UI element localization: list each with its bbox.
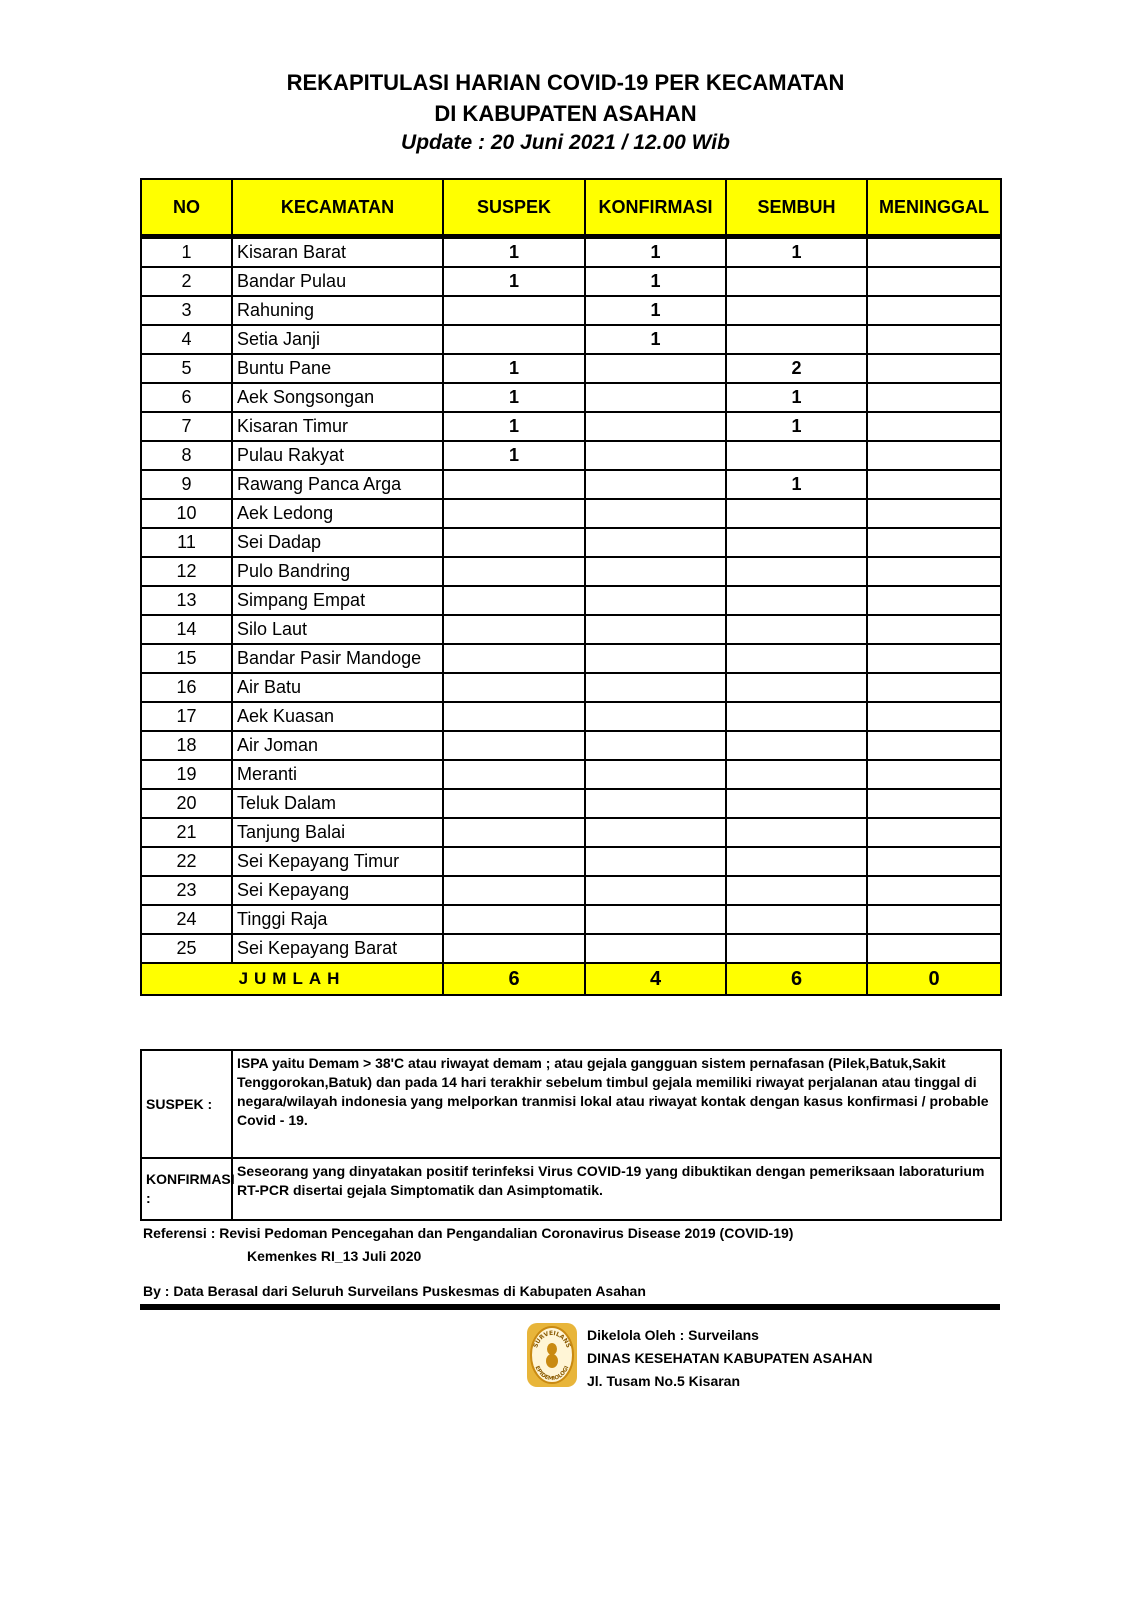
- reference-line1: Referensi : Revisi Pedoman Pencegahan dan Pengandalian Coronavirus Disease 2019 (COVID-19): [143, 1225, 794, 1241]
- cell-konfirmasi: [585, 876, 726, 905]
- table-row: [141, 934, 1001, 963]
- cell-suspek: [443, 325, 585, 354]
- cell-sembuh: [726, 847, 867, 876]
- page-title-line1: REKAPITULASI HARIAN COVID-19 PER KECAMATAN: [286, 70, 845, 95]
- cell-meninggal: [867, 731, 1001, 760]
- cell-no: 7: [141, 412, 232, 441]
- cell-sembuh: 1: [726, 470, 867, 499]
- table-row: [141, 325, 1001, 354]
- cell-kecamatan: Sei Kepayang: [232, 876, 443, 905]
- cell-meninggal: [867, 296, 1001, 325]
- definition-row-suspek: [141, 1050, 1001, 1158]
- cell-meninggal: [867, 934, 1001, 963]
- cell-sembuh: [726, 789, 867, 818]
- svg-text:SURVEILANS: SURVEILANS: [532, 1329, 572, 1349]
- cell-sembuh: [726, 934, 867, 963]
- table-row: [141, 441, 1001, 470]
- cell-no: 17: [141, 702, 232, 731]
- col-header-suspek: SUSPEK: [443, 179, 585, 237]
- cell-konfirmasi: [585, 905, 726, 934]
- cell-meninggal: [867, 354, 1001, 383]
- cell-no: 20: [141, 789, 232, 818]
- cell-meninggal: [867, 818, 1001, 847]
- table-row: [141, 237, 1001, 268]
- cell-sembuh: 1: [726, 237, 867, 268]
- table-row: [141, 296, 1001, 325]
- cell-meninggal: [867, 760, 1001, 789]
- definition-label-konfirmasi: KONFIRMASI :: [141, 1158, 232, 1220]
- cell-meninggal: [867, 615, 1001, 644]
- table-row: [141, 702, 1001, 731]
- cell-suspek: 1: [443, 267, 585, 296]
- cell-no: 24: [141, 905, 232, 934]
- cell-no: 12: [141, 557, 232, 586]
- cell-kecamatan: Silo Laut: [232, 615, 443, 644]
- cell-konfirmasi: [585, 354, 726, 383]
- cell-no: 15: [141, 644, 232, 673]
- table-row: [141, 673, 1001, 702]
- cell-kecamatan: Aek Kuasan: [232, 702, 443, 731]
- cell-suspek: [443, 905, 585, 934]
- cell-kecamatan: Pulau Rakyat: [232, 441, 443, 470]
- col-header-sembuh: SEMBUH: [726, 179, 867, 237]
- cell-konfirmasi: [585, 470, 726, 499]
- cell-suspek: [443, 731, 585, 760]
- cell-no: 16: [141, 673, 232, 702]
- table-row: [141, 412, 1001, 441]
- cell-sembuh: [726, 296, 867, 325]
- cell-meninggal: [867, 412, 1001, 441]
- cell-sembuh: [726, 615, 867, 644]
- table-row: [141, 499, 1001, 528]
- managed-by-label: Dikelola Oleh : Surveilans: [587, 1327, 759, 1343]
- cell-suspek: [443, 760, 585, 789]
- cell-konfirmasi: [585, 731, 726, 760]
- cell-sembuh: [726, 644, 867, 673]
- cell-sembuh: [726, 499, 867, 528]
- cell-no: 23: [141, 876, 232, 905]
- definition-text-suspek: ISPA yaitu Demam > 38'C atau riwayat demam ; atau gejala gangguan sistem pernafasan (Pilek,Batuk,Sakit Tenggorokan,Batuk) dan pada 14 hari terakhir sebelum timbul gejala memiliki riwayat perjalanan atau tinggal di negara/wilayah indonesia yang melporkan tranmisi lokal atau riwayat kontak dengan kasus konfirmasi / probable Covid - 19.: [232, 1050, 1001, 1158]
- table-row: [141, 789, 1001, 818]
- cell-no: 14: [141, 615, 232, 644]
- cell-kecamatan: Bandar Pasir Mandoge: [232, 644, 443, 673]
- cell-konfirmasi: [585, 383, 726, 412]
- cell-konfirmasi: [585, 847, 726, 876]
- col-header-meninggal: MENINGGAL: [867, 179, 1001, 237]
- cell-kecamatan: Sei Dadap: [232, 528, 443, 557]
- cell-suspek: [443, 296, 585, 325]
- definitions-table: [140, 1049, 1002, 1221]
- cell-meninggal: [867, 267, 1001, 296]
- cell-no: 3: [141, 296, 232, 325]
- cell-kecamatan: Tinggi Raja: [232, 905, 443, 934]
- definition-label-suspek: SUSPEK :: [141, 1050, 232, 1158]
- cell-sembuh: [726, 731, 867, 760]
- cell-sembuh: [726, 905, 867, 934]
- table-row: [141, 876, 1001, 905]
- cell-suspek: [443, 528, 585, 557]
- col-header-kecamatan: KECAMATAN: [232, 179, 443, 237]
- cell-kecamatan: Aek Ledong: [232, 499, 443, 528]
- update-stamp: Update : 20 Juni 2021 / 12.00 Wib: [401, 131, 730, 154]
- table-row: [141, 818, 1001, 847]
- cell-kecamatan: Aek Songsongan: [232, 383, 443, 412]
- cell-kecamatan: Tanjung Balai: [232, 818, 443, 847]
- cell-konfirmasi: [585, 818, 726, 847]
- cell-sembuh: 1: [726, 412, 867, 441]
- cell-konfirmasi: [585, 673, 726, 702]
- cell-konfirmasi: 1: [585, 296, 726, 325]
- cell-kecamatan: Rawang Panca Arga: [232, 470, 443, 499]
- cell-suspek: 1: [443, 354, 585, 383]
- page-title-line2: DI KABUPATEN ASAHAN: [434, 101, 697, 126]
- covid-recap-table: [140, 178, 1002, 996]
- cell-sembuh: [726, 673, 867, 702]
- cell-kecamatan: Rahuning: [232, 296, 443, 325]
- cell-no: 2: [141, 267, 232, 296]
- cell-meninggal: [867, 557, 1001, 586]
- total-sembuh: 6: [726, 963, 867, 995]
- cell-suspek: [443, 470, 585, 499]
- table-row: [141, 760, 1001, 789]
- cell-konfirmasi: [585, 499, 726, 528]
- cell-konfirmasi: [585, 412, 726, 441]
- cell-konfirmasi: [585, 702, 726, 731]
- cell-kecamatan: Kisaran Timur: [232, 412, 443, 441]
- organization-name: DINAS KESEHATAN KABUPATEN ASAHAN: [587, 1350, 873, 1366]
- total-label: JUMLAH: [141, 963, 443, 995]
- cell-meninggal: [867, 905, 1001, 934]
- cell-suspek: [443, 847, 585, 876]
- table-row: [141, 470, 1001, 499]
- cell-konfirmasi: 1: [585, 325, 726, 354]
- cell-meninggal: [867, 847, 1001, 876]
- cell-sembuh: [726, 760, 867, 789]
- table-row: [141, 847, 1001, 876]
- cell-kecamatan: Sei Kepayang Barat: [232, 934, 443, 963]
- cell-meninggal: [867, 644, 1001, 673]
- cell-suspek: [443, 557, 585, 586]
- cell-no: 10: [141, 499, 232, 528]
- cell-konfirmasi: 1: [585, 237, 726, 268]
- cell-kecamatan: Meranti: [232, 760, 443, 789]
- cell-suspek: [443, 818, 585, 847]
- table-body: [141, 237, 1001, 964]
- table-header-row: [141, 179, 1001, 237]
- table-row: [141, 905, 1001, 934]
- cell-suspek: 1: [443, 441, 585, 470]
- cell-kecamatan: Kisaran Barat: [232, 237, 443, 268]
- cell-meninggal: [867, 237, 1001, 268]
- cell-sembuh: [726, 818, 867, 847]
- table-row: [141, 615, 1001, 644]
- cell-meninggal: [867, 499, 1001, 528]
- cell-kecamatan: Buntu Pane: [232, 354, 443, 383]
- cell-no: 5: [141, 354, 232, 383]
- footer-divider: [140, 1304, 1000, 1310]
- cell-suspek: [443, 673, 585, 702]
- cell-meninggal: [867, 383, 1001, 412]
- cell-meninggal: [867, 876, 1001, 905]
- table-row: [141, 644, 1001, 673]
- cell-kecamatan: Sei Kepayang Timur: [232, 847, 443, 876]
- cell-meninggal: [867, 673, 1001, 702]
- cell-suspek: 1: [443, 383, 585, 412]
- cell-konfirmasi: 1: [585, 267, 726, 296]
- cell-suspek: [443, 789, 585, 818]
- cell-no: 21: [141, 818, 232, 847]
- total-suspek: 6: [443, 963, 585, 995]
- cell-sembuh: [726, 876, 867, 905]
- total-meninggal: 0: [867, 963, 1001, 995]
- table-row: [141, 354, 1001, 383]
- cell-no: 22: [141, 847, 232, 876]
- cell-konfirmasi: [585, 528, 726, 557]
- cell-suspek: [443, 934, 585, 963]
- cell-meninggal: [867, 470, 1001, 499]
- cell-no: 13: [141, 586, 232, 615]
- cell-sembuh: [726, 325, 867, 354]
- cell-no: 9: [141, 470, 232, 499]
- cell-sembuh: [726, 267, 867, 296]
- cell-sembuh: [726, 441, 867, 470]
- cell-kecamatan: Bandar Pulau: [232, 267, 443, 296]
- cell-suspek: [443, 586, 585, 615]
- cell-sembuh: 2: [726, 354, 867, 383]
- cell-sembuh: [726, 557, 867, 586]
- cell-kecamatan: Air Joman: [232, 731, 443, 760]
- total-row: [141, 963, 1001, 995]
- cell-sembuh: [726, 702, 867, 731]
- cell-sembuh: 1: [726, 383, 867, 412]
- table-row: [141, 528, 1001, 557]
- organization-address: Jl. Tusam No.5 Kisaran: [587, 1373, 741, 1389]
- total-konfirmasi: 4: [585, 963, 726, 995]
- cell-no: 1: [141, 237, 232, 268]
- cell-no: 11: [141, 528, 232, 557]
- cell-suspek: [443, 499, 585, 528]
- cell-no: 19: [141, 760, 232, 789]
- cell-kecamatan: Pulo Bandring: [232, 557, 443, 586]
- reference-line2: Kemenkes RI_13 Juli 2020: [247, 1248, 422, 1264]
- table-row: [141, 383, 1001, 412]
- cell-suspek: [443, 876, 585, 905]
- table-row: [141, 267, 1001, 296]
- definition-row-konfirmasi: [141, 1158, 1001, 1220]
- cell-suspek: [443, 615, 585, 644]
- cell-meninggal: [867, 441, 1001, 470]
- cell-sembuh: [726, 586, 867, 615]
- cell-no: 18: [141, 731, 232, 760]
- cell-suspek: [443, 702, 585, 731]
- cell-konfirmasi: [585, 557, 726, 586]
- cell-konfirmasi: [585, 789, 726, 818]
- surveilans-epidemiologi-logo: [526, 1322, 578, 1388]
- cell-konfirmasi: [585, 644, 726, 673]
- cell-no: 4: [141, 325, 232, 354]
- col-header-no: NO: [141, 179, 232, 237]
- cell-konfirmasi: [585, 760, 726, 789]
- cell-no: 8: [141, 441, 232, 470]
- cell-sembuh: [726, 528, 867, 557]
- table-row: [141, 731, 1001, 760]
- cell-meninggal: [867, 586, 1001, 615]
- cell-kecamatan: Setia Janji: [232, 325, 443, 354]
- table-row: [141, 586, 1001, 615]
- cell-meninggal: [867, 528, 1001, 557]
- col-header-konfirmasi: KONFIRMASI: [585, 179, 726, 237]
- cell-konfirmasi: [585, 586, 726, 615]
- cell-konfirmasi: [585, 615, 726, 644]
- data-source-note: By : Data Berasal dari Seluruh Surveilans Puskesmas di Kabupaten Asahan: [143, 1283, 646, 1299]
- svg-text:EPIDEMIOLOGI: EPIDEMIOLOGI: [533, 1365, 571, 1383]
- table-row: [141, 557, 1001, 586]
- cell-konfirmasi: [585, 934, 726, 963]
- cell-suspek: 1: [443, 237, 585, 268]
- cell-suspek: [443, 644, 585, 673]
- cell-no: 25: [141, 934, 232, 963]
- cell-no: 6: [141, 383, 232, 412]
- cell-suspek: 1: [443, 412, 585, 441]
- cell-meninggal: [867, 702, 1001, 731]
- definition-text-konfirmasi: Seseorang yang dinyatakan positif terinfeksi Virus COVID-19 yang dibuktikan dengan pemeriksaan laboraturium RT-PCR disertai gejala Simptomatik dan Asimptomatik.: [232, 1158, 1001, 1220]
- cell-kecamatan: Air Batu: [232, 673, 443, 702]
- cell-kecamatan: Teluk Dalam: [232, 789, 443, 818]
- cell-meninggal: [867, 325, 1001, 354]
- cell-konfirmasi: [585, 441, 726, 470]
- cell-kecamatan: Simpang Empat: [232, 586, 443, 615]
- cell-meninggal: [867, 789, 1001, 818]
